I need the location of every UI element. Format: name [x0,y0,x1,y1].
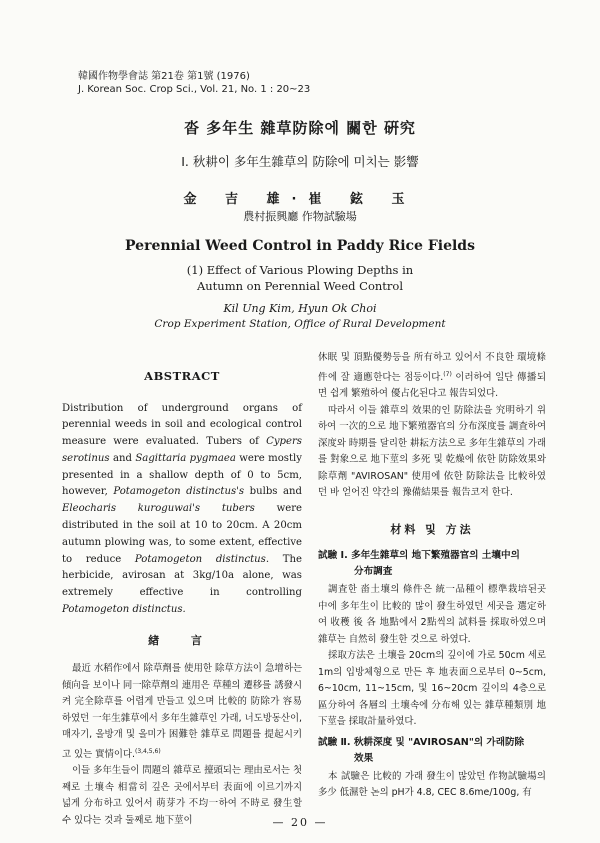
authors-ko: 金 吉 雄·崔 鉉 玉 [183,192,417,207]
abstract-heading: ABSTRACT [144,369,220,383]
experiment-2-paragraph-1: 本 試驗은 比較的 가래 發生이 많았던 作物試驗場의 多少 低濕한 논의 pH가 4.8, CEC 8.6me/100g, 有 [318,770,546,799]
experiment-2-heading: 試驗 Ⅱ. 秋耕深度 및 "AVIROSAN"의 가래防除 效果 [318,736,525,764]
species-eleocharis: Eleocharis kuroguwai's tubers [62,503,255,515]
species-potamogeton-2: Potamogeton distinctus. [134,553,270,565]
subtitle-ko: Ⅰ. 秋耕이 多年生雜草의 防除에 미치는 影響 [181,154,419,169]
journal-line-ko: 韓國作物學會誌 第21卷 第1號 (1976) [78,71,250,82]
affiliation-en: Crop Experiment Station, Office of Rural Development [154,318,446,330]
abstract-text-5: The herbicide, avirosan at 3kg/10a alone, was extremely effective in controlling [62,553,302,599]
experiment-2-body [318,769,546,802]
species-potamogeton: Potamogeton distinctus's [113,486,245,498]
experiment-1-paragraph-2: 採取方法은 土壤을 20cm의 깊이에 가로 50cm 세로 1m의 입방체형으로 만든 후 地表面으로부터 0~5cm, 6~10cm, 11~15cm, 및 16~20cm 깊이의 4층으로 區分하여 各層의 土壤속에 分布해 있는 雜草種類別 地下莖을 採取計量하였다. [318,650,546,728]
abstract-text-3: bulbs and [249,486,302,498]
abstract-text-4: were distributed in the soil at 10 to 20cm. A 20cm autumn plowing was, to some extent, effective to reduce [62,503,302,565]
experiment-1-body [318,582,546,731]
intro-ref-2: (7) [443,370,452,378]
subtitle-en [0,262,600,294]
left-column [62,360,302,829]
title-en: Perennial Weed Control in Paddy Rice Fields [125,238,475,254]
affiliation-ko: 農村振興廳 作物試驗場 [243,210,357,223]
title-ko: 沓 多年生 雜草防除에 關한 硏究 [184,119,416,137]
abstract-text-2: were mostly presented in a shallow depth of 0 to 5cm, however, [62,452,302,498]
journal-line-en: J. Korean Soc. Crop Sci., Vol. 21, No. 1 : 20~23 [78,84,311,95]
authors-en: Kil Ung Kim, Hyun Ok Choi [223,302,377,315]
subtitle-en-line-2: Autumn on Perennial Weed Control [196,279,404,293]
intro-ref-1: (3,4,5,6) [134,747,161,755]
intro-body [62,661,302,829]
journal-header [78,70,310,96]
right-column [318,350,546,802]
intro-paragraph-1: 最近 水稻作에서 除草劑를 使用한 除草方法이 急增하는 傾向을 보이나 同一除草劑의 連用은 草種의 遷移를 誘發시켜 完全除草를 어렵게 만들고 있으며 比較的 防除가 容易하였던 一年生雜草에서 多年生雜草인 가래, 너도방동산이, 매자기, 올방개 및 올미가 困難한 雜草로 問題를 提起시키고 있는 實情이다.$^{(3,4,5,6)}$ [62,663,303,760]
intro-continued [318,350,546,502]
species-sagittaria: Sagittaria pygmaea [135,452,236,464]
experiment-1-paragraph-1: 調査한 畓土壤의 條件은 統一品種이 標準栽培된곳 中에 多年生이 比較的 많이 發生하였던 세곳을 選定하여 收穫 後 各 地點에서 2點씩의 試料를 採取하였으며 雜草는 自然히 發生한 것으로 하였다. [318,584,546,645]
intro-heading: 緖 言 [148,633,216,647]
methods-heading: 材料 및 方法 [390,522,474,536]
species-potamogeton-3: Potamogeton distinctus. [62,604,186,616]
intro-paragraph-3: 休眠 및 頂點優勢등을 所有하고 있어서 不良한 環境條件에 잘 適應한다는 점등이다.$^{(7)}$ 이러하여 일단 傳播되면 쉽게 繁殖하여 優占化된다고 報告되었다. [318,352,546,400]
experiment-1-heading: 試驗 Ⅰ. 多年生雜草의 地下繁殖器官의 土壤中의 分布調査 [318,550,520,578]
abstract-and: and [112,452,132,464]
abstract-body [62,401,302,619]
intro-paragraph-4: 따라서 이들 雜草의 效果的인 防除法을 究明하기 위하여 一次的으로 地下繁殖器官의 分布深度를 調査하여 深度와 時期를 달리한 耕耘方法으로 多年生雜草의 가래를 對象으로 地下莖의 多死 및 乾燥에 依한 防除效果와 除草劑 "AVIROSAN" 使用에 依한 防除法을 比較하였던 바 얻어진 약간의 豫備結果를 報告코저 한다. [318,404,546,499]
abstract-text-1: Distribution of underground organs of perennial weeds in soil and ecological control measure were evaluated. Tubers of [62,402,302,448]
intro-paragraph-2: 이들 多年生들이 問題의 雜草로 擡頭되는 理由로서는 첫째로 土壤속 相當히 깊은 곳에서부터 表面에 이르기까지 넓게 分布하고 있어서 萌芽가 不均一하여 不時로 發生할 수 있다는 것과 둘째로 地下莖이 [62,765,302,826]
subtitle-en-line-1: (1) Effect of Various Plowing Depths in [186,263,414,277]
species-cyperus: Cypers serotinus [62,436,302,464]
page-number: — 20 — [272,816,328,829]
